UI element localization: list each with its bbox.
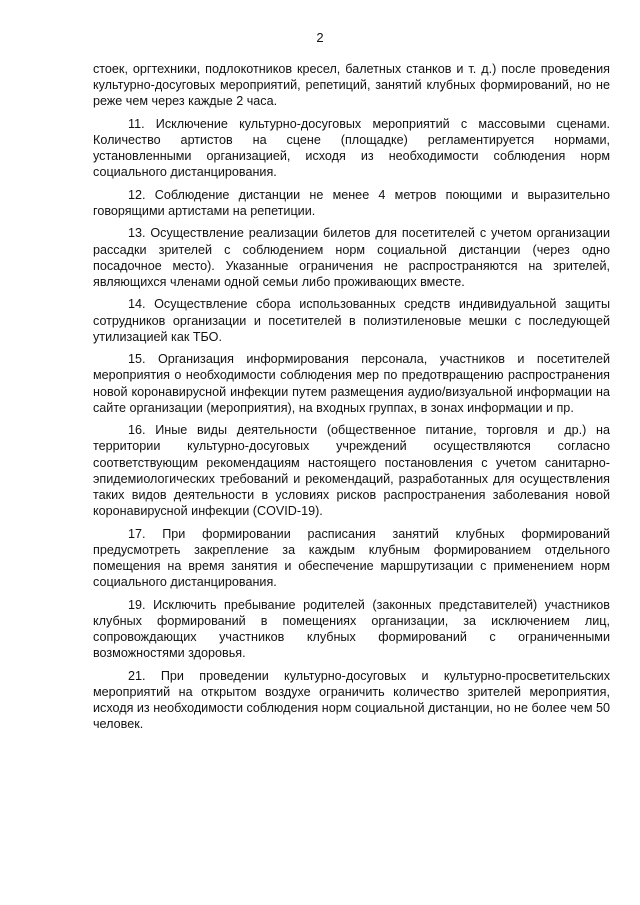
paragraph-continuation: стоек, оргтехники, подлокотников кресел, балетных станков и т. д.) после проведения культурно-досуговых мероприятий, репетиций, занятий клубных формирований, но не реже чем через каждые 2 часа. xyxy=(93,62,610,109)
paragraph-item-16: 16. Иные виды деятельности (общественное питание, торговля и др.) на территории культурно-досуговых учреждений осуществляются согласно соответствующим рекомендациям настоящего постановления с учетом санитарно-эпидемиологических требований и рекомендаций, разработанных для осуществления таких видов деятельности в условиях рисков распространения заболевания новой коронавирусной инфекции (COVID-19). xyxy=(93,423,610,519)
paragraph-item-14: 14. Осуществление сбора использованных средств индивидуальной защиты сотрудников организации и посетителей в полиэтиленовые мешки с последующей утилизацией как ТБО. xyxy=(93,297,610,344)
paragraph-item-13: 13. Осуществление реализации билетов для посетителей с учетом организации рассадки зрителей с соблюдением норм социальной дистанции (через одно посадочное место). Указанные ограничения не распространяются на зрителей, являющихся членами одной семьи либо проживающих вместе. xyxy=(93,226,610,289)
paragraph-item-12: 12. Соблюдение дистанции не менее 4 метров поющими и выразительно говорящими артистами на репетиции. xyxy=(93,187,610,218)
document-body xyxy=(93,61,610,739)
paragraph-item-11: 11. Исключение культурно-досуговых мероприятий с массовыми сценами. Количество артистов на сцене (площадке) регламентируется нормами, установленными организацией, исходя из необходимости соблюдения норм социального дистанцирования. xyxy=(93,116,610,180)
paragraph-item-15: 15. Организация информирования персонала, участников и посетителей мероприятия о необходимости соблюдения мер по предотвращению распространения новой коронавирусной инфекции путем размещения аудио/визуальной информации на сайте организации (мероприятия), на входных группах, в зонах информации и пр. xyxy=(93,352,610,415)
paragraph-item-19: 19. Исключить пребывание родителей (законных представителей) участников клубных формирований в помещениях организации, за исключением лиц, сопровождающих участников клубных формирований с ограниченными возможностями здоровья. xyxy=(93,597,610,661)
paragraph-item-17: 17. При формировании расписания занятий клубных формирований предусмотреть закрепление за каждым клубным формированием отдельного помещения на время занятия и обеспечение маршрутизации с применением норм социального дистанцирования. xyxy=(93,526,610,590)
page-number: 2 xyxy=(316,30,324,45)
paragraph-item-21: 21. При проведении культурно-досуговых и культурно-просветительских мероприятий на открытом воздухе ограничить количество зрителей мероприятия, исходя из необходимости соблюдения норм социальной дистанции, но не более чем 50 человек. xyxy=(93,668,610,732)
